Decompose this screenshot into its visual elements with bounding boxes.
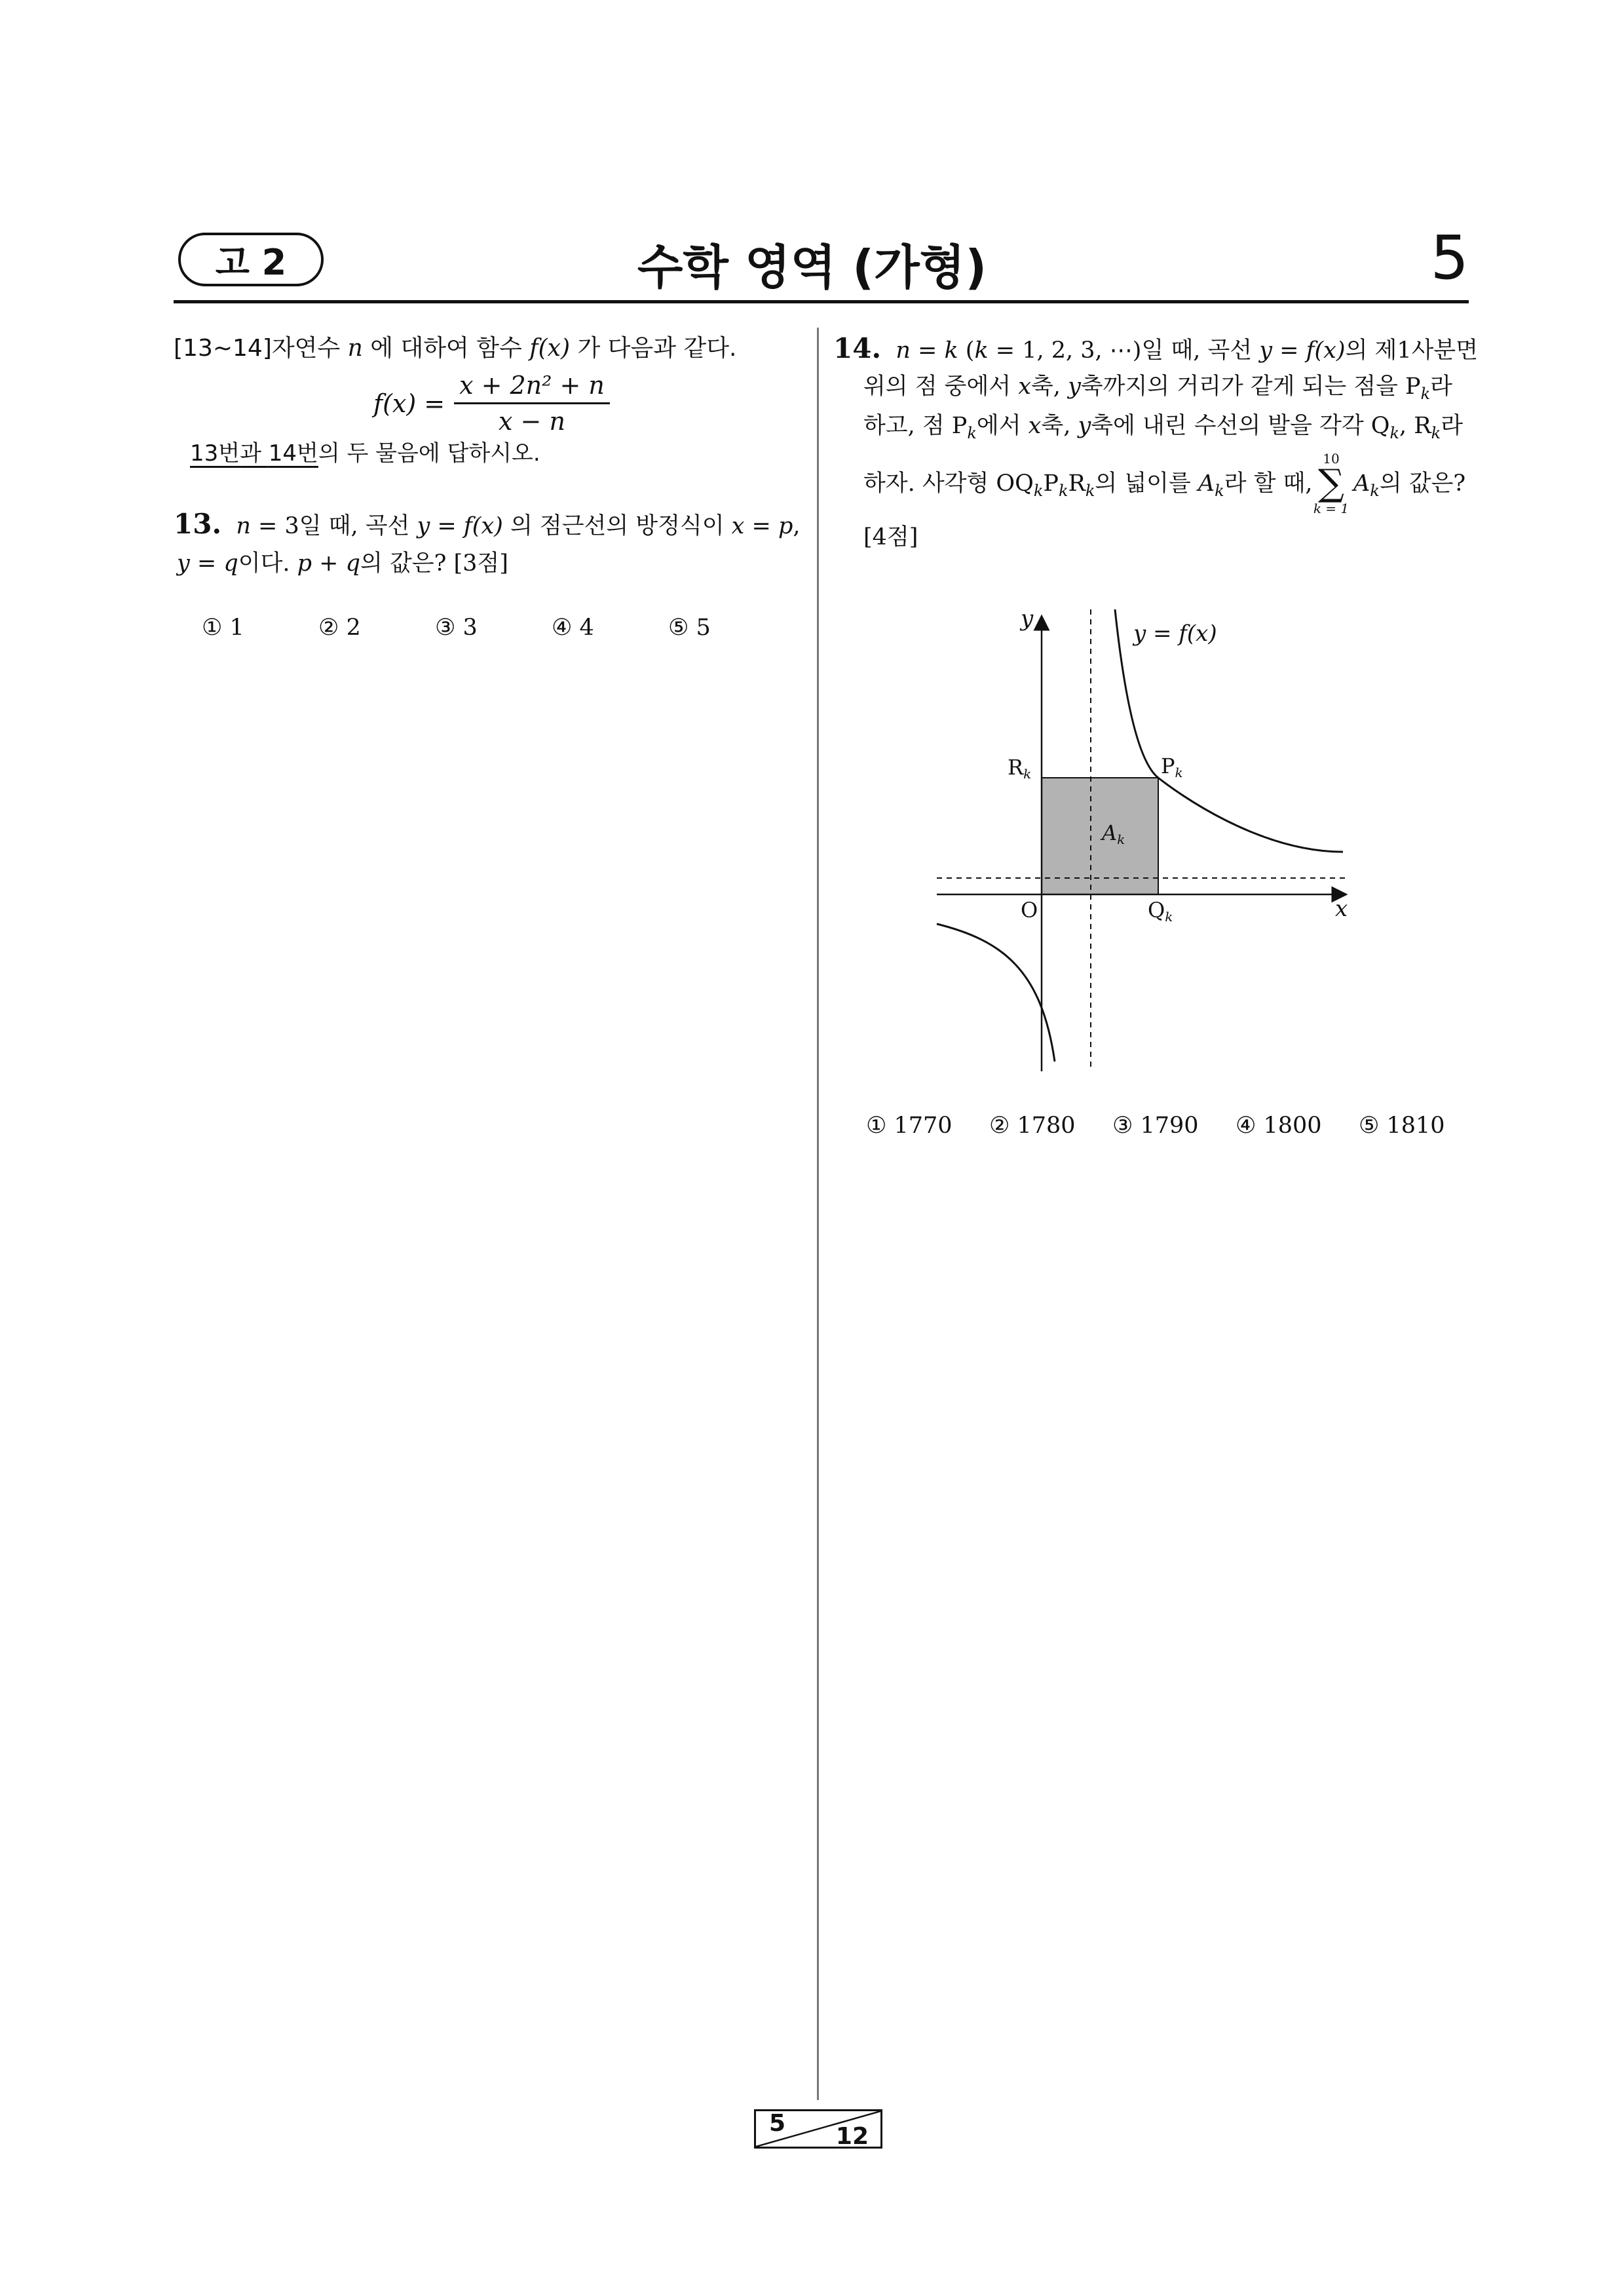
sum-symbol: ∑: [1318, 462, 1344, 505]
q14-choice-2[interactable]: ② 1780: [989, 1113, 1076, 1139]
q14-choice-3[interactable]: ③ 1790: [1112, 1113, 1199, 1139]
q14-points: [4점]: [863, 524, 918, 550]
hyperbola-graph: [917, 596, 1376, 1081]
x-axis-label: x: [1335, 896, 1348, 922]
q13-choice-2[interactable]: ② 2: [318, 615, 361, 641]
q14-choice-5[interactable]: ⑤ 1810: [1359, 1113, 1445, 1139]
header-rule: [174, 300, 1469, 303]
y-axis-label: y: [1021, 605, 1034, 632]
point-p-label: Pk: [1161, 754, 1183, 780]
formula-denominator: x − n: [499, 407, 565, 436]
curve-lower-branch: [937, 924, 1055, 1062]
shared-instruction: 13번과 14번의 두 물음에 답하시오.: [190, 440, 540, 467]
column-divider: [817, 328, 819, 2100]
origin-label: O: [1021, 898, 1038, 923]
q14-line2: 위의 점 중에서 x축, y축까지의 거리가 같게 되는 점을 $P_k$라: [863, 373, 1452, 403]
formula-numerator: x + 2n² + n: [454, 371, 610, 404]
q14-line3: 하고, 점 $P_k$에서 x축, y축에 내린 수선의 발을 각각 $Q_k$, $R_k$라: [863, 413, 1463, 442]
current-page: 5: [769, 2110, 786, 2137]
summation-operator: [1312, 452, 1351, 515]
page-number: 5: [1430, 223, 1469, 293]
formula-fraction: [454, 371, 610, 436]
function-formula: [373, 371, 610, 436]
q13-choice-3[interactable]: ③ 3: [435, 615, 478, 641]
q14-line4-end: $A_k$의 값은?: [1353, 470, 1466, 500]
curve-label: y = f(x): [1133, 621, 1217, 647]
point-r-label: Rk: [1008, 755, 1032, 782]
q13-choice-1[interactable]: ① 1: [202, 615, 244, 641]
q14-choices: [866, 1113, 1445, 1139]
sum-lower: k = 1: [1313, 501, 1350, 516]
area-label: Ak: [1102, 820, 1125, 847]
q14-choice-1[interactable]: ① 1770: [866, 1113, 953, 1139]
q13-choice-4[interactable]: ④ 4: [552, 615, 594, 641]
q13-line2: y = q이다. p + q의 값은? [3점]: [177, 550, 508, 577]
q13-line1: 13. n = 3일 때, 곡선 y = f(x) 의 점근선의 방정식이 x = p,: [174, 508, 801, 540]
q14-line1: 14. n = k (k = 1, 2, 3, ⋯)일 때, 곡선 y = f(x)의 제1사분면: [833, 332, 1479, 364]
q13-choice-5[interactable]: ⑤ 5: [668, 615, 711, 641]
page-title: 수학 영역 (가형): [637, 240, 987, 295]
q14-line4: 하자. 사각형 $OQ_kP_kR_k$의 넓이를 $A_k$라 할 때,: [863, 470, 1313, 500]
q13-choices: [202, 615, 711, 641]
point-q-label: Qk: [1148, 898, 1173, 925]
sum-upper: 10: [1323, 451, 1340, 467]
q14-choice-4[interactable]: ④ 1800: [1236, 1113, 1322, 1139]
q13-number: 13.: [174, 508, 222, 540]
q14-number: 14.: [833, 332, 882, 364]
formula-lhs: f(x) =: [373, 389, 445, 418]
shared-intro: [13~14]자연수 n 에 대하여 함수 f(x) 가 다음과 같다.: [174, 335, 737, 362]
page-counter: [754, 2109, 882, 2149]
total-pages: 12: [835, 2123, 869, 2150]
range-label: [13~14]: [174, 335, 272, 362]
area-square: [1042, 778, 1158, 894]
grade-label: 고 2: [215, 241, 287, 283]
